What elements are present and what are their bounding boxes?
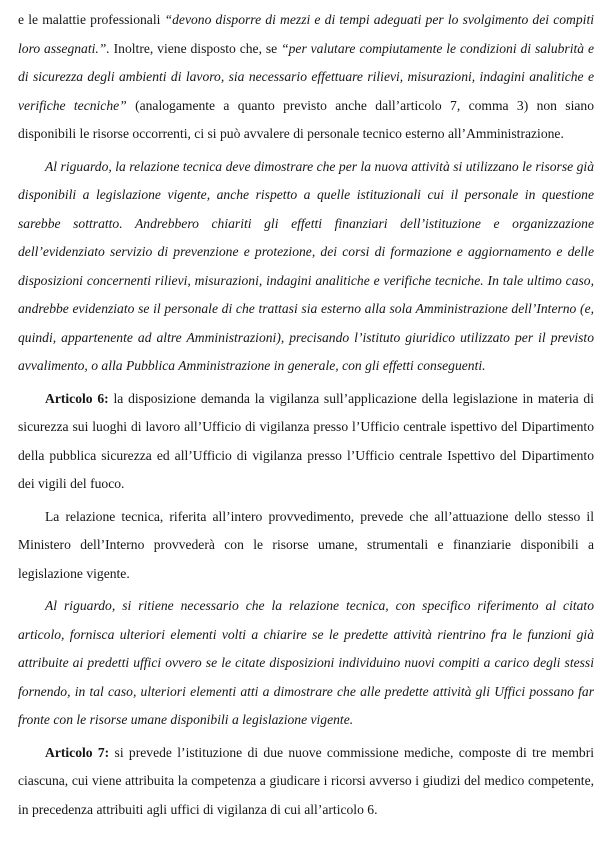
quote-run: “per valutare compiutamente le condizioni di salubrità e di sicurezza degli ambienti di lavoro, sia necessario effettuare rilievi, misurazioni, indagini analitiche e verifiche tecniche”: [18, 40, 594, 113]
paragraph-occupational-diseases: [18, 6, 594, 149]
paragraph-articolo-7: [18, 739, 594, 825]
text-run: e le malattie professionali: [18, 12, 165, 27]
text-run: si prevede l’istituzione di due nuove commissione mediche, composte di tre membri ciascuna, cui viene attribuita la competenza a giudicare i ricorsi avverso i giudizi del medico competente, in precedenza attribuiti agli uffici di vigilanza di cui all’articolo 6.: [18, 744, 595, 817]
text-run: Inoltre, viene disposto che, se: [109, 40, 282, 56]
observation-text: Al riguardo, si ritiene necessario che la relazione tecnica, con specifico riferimento al citato articolo, fornisca ulteriori elementi volti a chiarire se le predette attività rientrino fra le funzioni già attribuite ai predetti uffici ovvero se le citate disposizioni individuino nuovi compiti a carico degli stessi fornendo, in tal caso, ulteriori elementi atti a dimostrare che alle predette attività gli Uffici possano far fronte con le risorse umane disponibili a legislazione vigente.: [18, 598, 594, 727]
quote-run: “devono disporre di mezzi e di tempi adeguati per lo svolgimento dei compiti loro assegnati.”.: [18, 12, 594, 56]
article-heading: Articolo 6:: [45, 390, 109, 406]
article-heading: Articolo 7:: [45, 744, 110, 760]
paragraph-articolo-6: [18, 385, 594, 499]
text-run: La relazione tecnica, riferita all’intero provvedimento, prevede che all’attuazione dello stesso il Ministero dell’Interno provvederà con le risorse umane, strumentali e finanziarie disponibili a legislazione vigente.: [18, 508, 594, 581]
text-run: la disposizione demanda la vigilanza sull’applicazione della legislazione in materia di sicurezza sui luoghi di lavoro all’Ufficio di vigilanza presso l’Ufficio centrale ispettivo del Dipartimento della pubblica sicurezza ed all’Ufficio di vigilanza presso l’Ufficio centrale Ispettivo del Dipartimento dei vigili del fuoco.: [18, 390, 595, 491]
paragraph-observation-1: [18, 153, 594, 381]
paragraph-observation-2: [18, 592, 594, 735]
paragraph-technical-report: [18, 503, 594, 589]
text-run: (analogamente a quanto previsto anche dall’articolo 7, comma 3) non siano disponibili le risorse occorrenti, ci si può avvalere di personale tecnico esterno all’Amministrazione.: [18, 97, 594, 141]
observation-text: Al riguardo, la relazione tecnica deve dimostrare che per la nuova attività si utilizzano le risorse già disponibili a legislazione vigente, anche rispetto a quelle istituzionali cui il personale in questione sarebbe sottratto. Andrebbero chiariti gli effetti finanziari dell’istituzione e organizzazione dell’evidenziato servizio di prevenzione e protezione, dei corsi di formazione e aggiornamento e delle disposizioni concernenti rilievi, misurazioni, indagini analitiche e verifiche tecniche. In tale ultimo caso, andrebbe evidenziato se il personale di che trattasi sia esterno alla sola Amministrazione dell’Interno (e, quindi, appartenente ad altre Amministrazioni), precisando l’istituto giuridico utilizzato per il previsto avvalimento, o alla Pubblica Amministrazione in generale, con gli effetti conseguenti.: [18, 158, 594, 373]
